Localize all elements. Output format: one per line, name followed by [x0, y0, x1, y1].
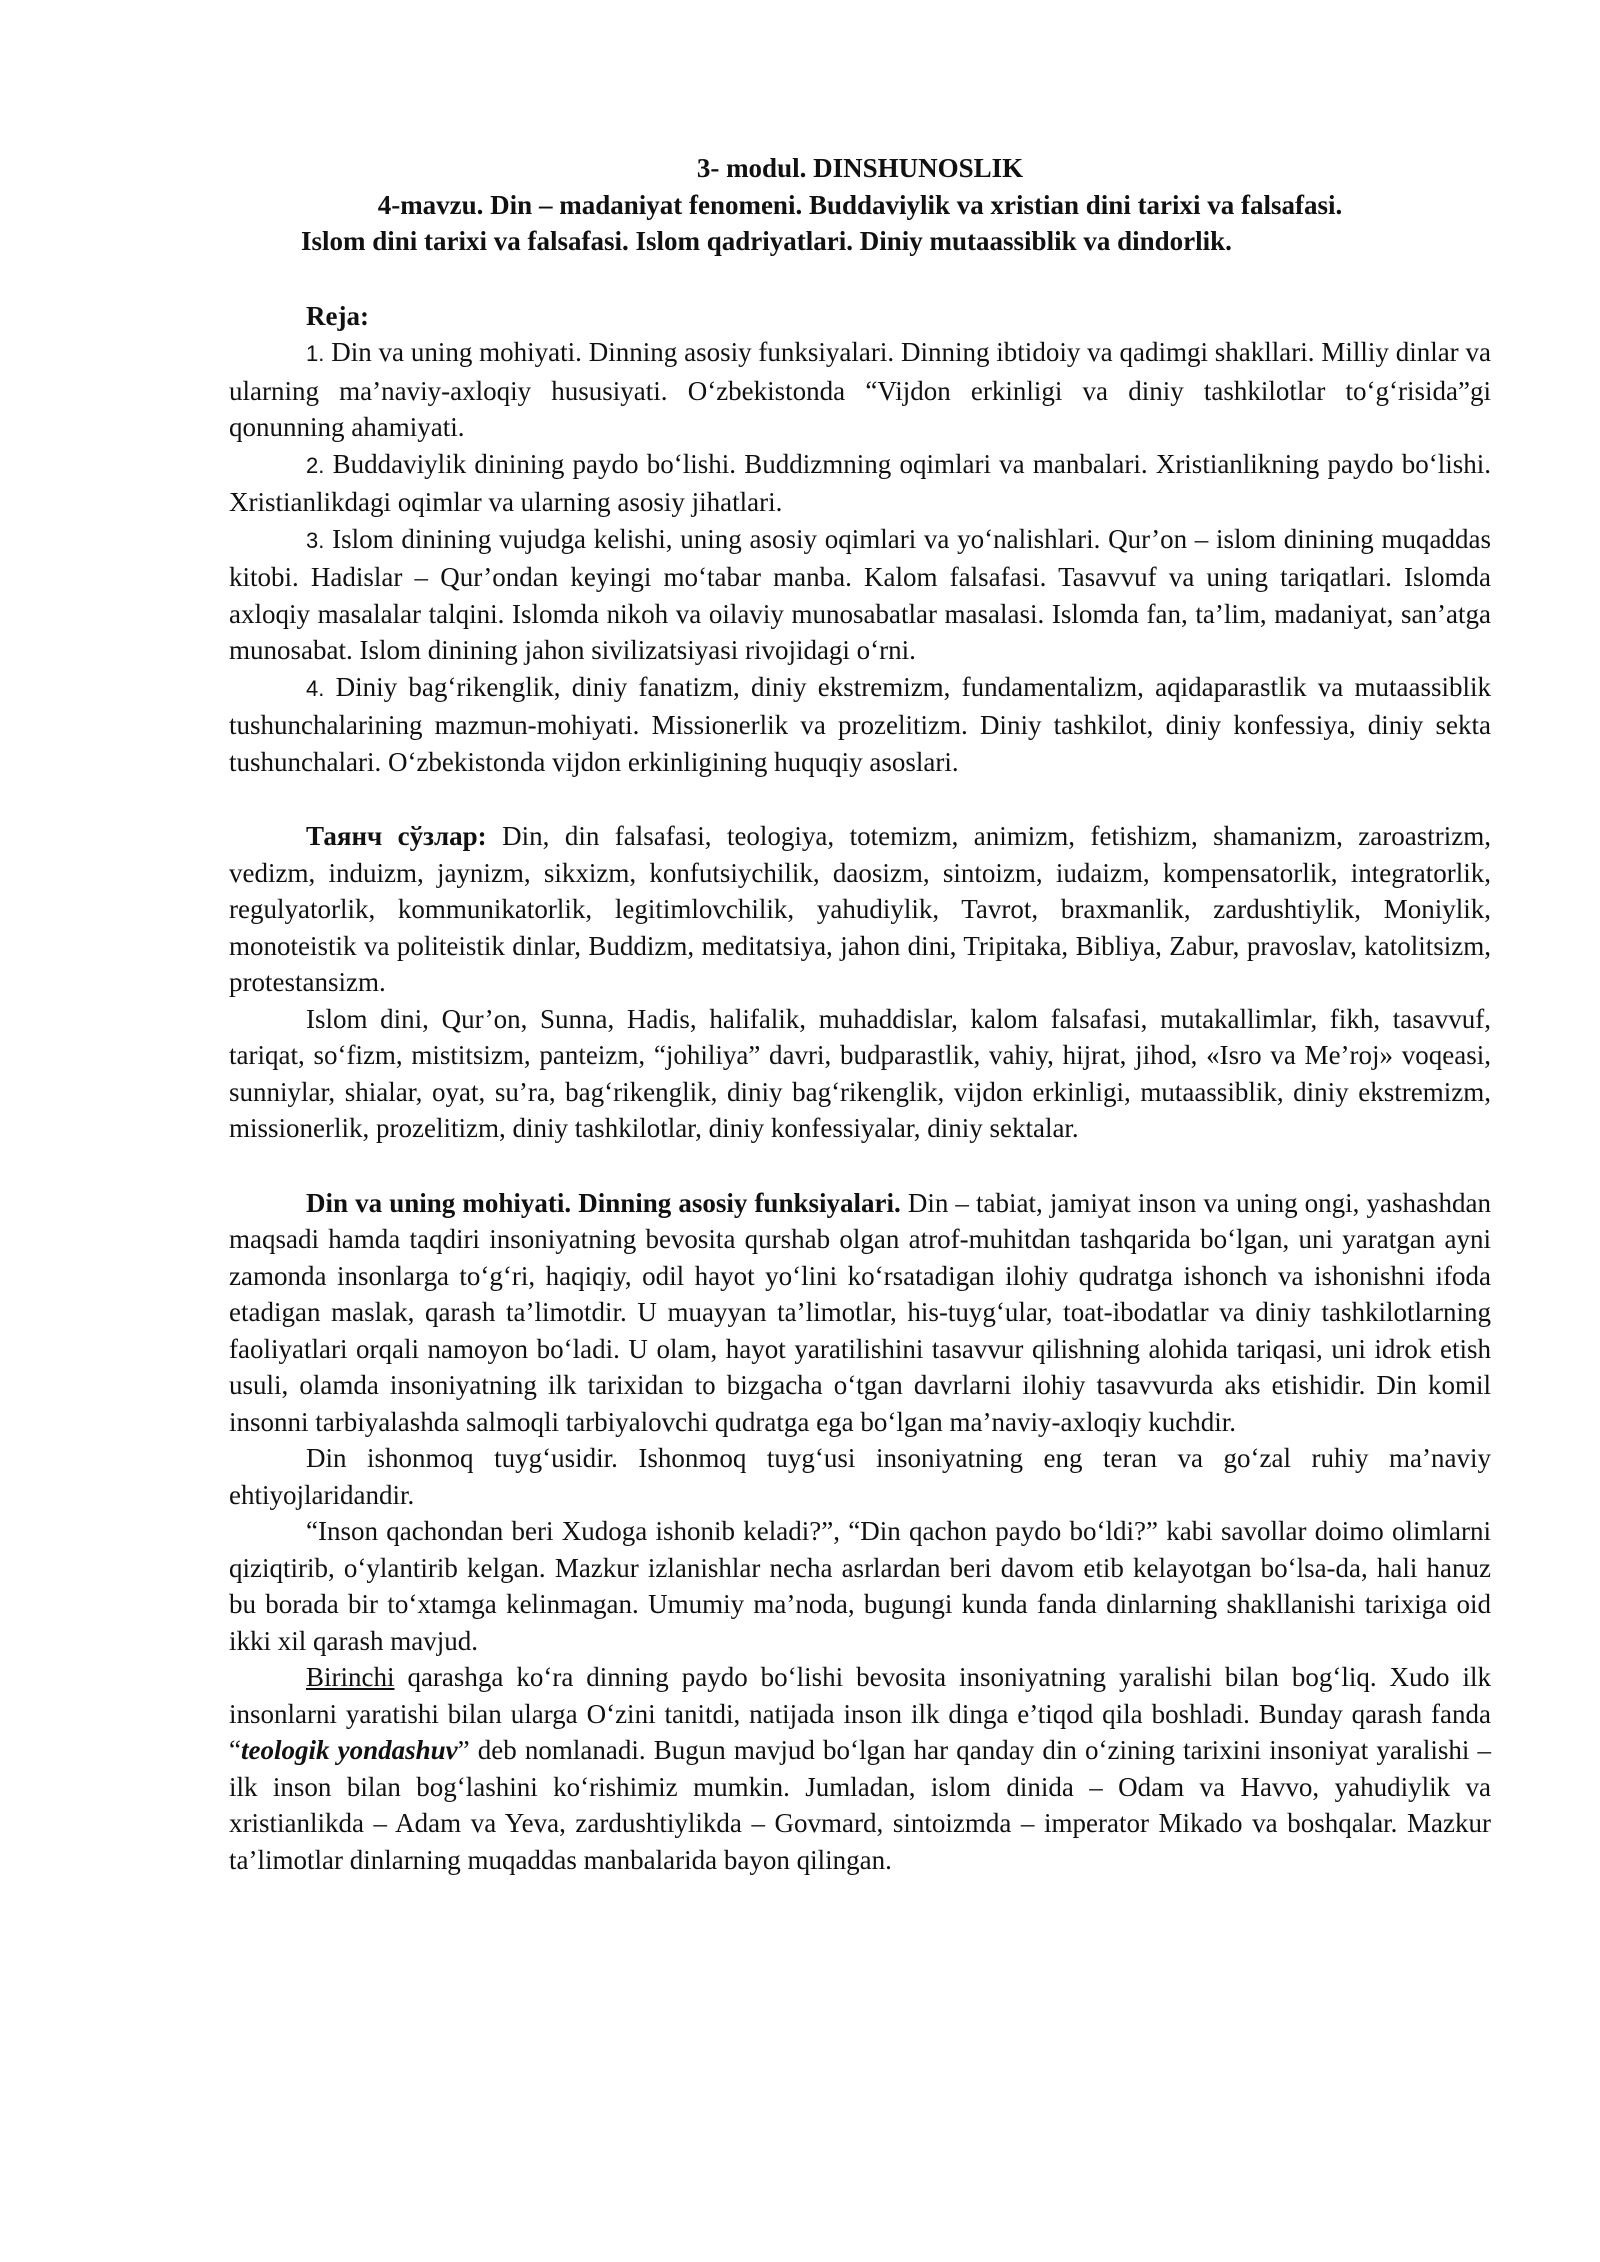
emphasized-term: teologik yondashuv — [240, 1735, 458, 1765]
section-paragraph-3: “Inson qachondan beri Xudoga ishonib keladi?”, “Din qachon paydo bo‘ldi?” kabi savollar doimo olimlarni qiziqtirib, o‘ylantirib kelgan. Mazkur izlanishlar necha asrlardan beri davom etib kelayotgan bo‘lsa-da, hali hanuz bu borada bir to‘xtamga kelinmagan. Umumiy ma’noda, bugungi kunda fanda dinlarning shakllanishi tarixiga oid ikki xil qarash mavjud. — [229, 1516, 1491, 1656]
plan-heading: Reja: — [306, 300, 369, 331]
keywords-paragraph-2: Islom dini, Qur’on, Sunna, Hadis, halifalik, muhaddislar, kalom falsafasi, mutakallimlar, fikh, tasavvuf, tariqat, so‘fizm, mistitsizm, panteizm, “johiliya” davri, budparastlik, vahiy, hijrat, jihod, «Isro va Me’roj» voqeasi, sunniylar, shialar, oyat, su’ra, bag‘rikenglik, diniy bag‘rikenglik, vijdon erkinligi, mutaassiblik, diniy ekstremizm, missionerlik, prozelitizm, diniy tashkilotlar, diniy konfessiyalar, diniy sektalar. — [229, 1003, 1491, 1143]
keywords-text: Din, din falsafasi, teologiya, totemizm, animizm, fetishizm, shamanizm, zaroastrizm, vedizm, induizm, jaynizm, sikxizm, konfutsiychilik, daosizm, sintoizm, iudaizm, kompensatorlik, integratorlik, regulyatorlik, kommunikatorlik, legitimlovchilik, yahudiylik, Tavrot, braxmanlik, zardushtiylik, Moniylik, monoteistik va politeistik dinlar, Buddizm, meditatsiya, jahon dini, Tripitaka, Bibliya, Zabur, pravoslav, katolitsizm, protestansizm. — [229, 821, 1491, 997]
keywords-label: Таянч сўзлар: — [306, 821, 487, 851]
underlined-term: Birinchi — [306, 1662, 395, 1692]
plan-item-text: Diniy bag‘rikenglik, diniy fanatizm, diniy ekstremizm, fundamentalizm, aqidaparastlik va mutaassiblik tushunchalarining mazmun-mohiyati. Missionerlik va prozelitizm. Diniy tashkilot, diniy konfessiya, diniy sekta tushunchalari. O‘zbekistonda vijdon erkinligining huquqiy asoslari. — [229, 671, 1491, 777]
spacer — [229, 1147, 1491, 1185]
plan-item-number: 4. — [306, 675, 325, 701]
plan-item-text: Islom dinining vujudga kelishi, uning asosiy oqimlari va yo‘nalishlari. Qur’on – islom dinining muqaddas kitobi. Hadislar – Qur’ondan keyingi mo‘tabar manba. Kalom falsafasi. Tasavvuf va uning tariqatlari. Islomda axloqiy masalalar talqini. Islomda nikoh va oilaviy munosabatlar masalasi. Islomda fan, ta’lim, madaniyat, san’atga munosabat. Islom dinining jahon sivilizatsiyasi rivojidagi o‘rni. — [229, 523, 1491, 665]
topic-title-line1: 4-mavzu. Din – madaniyat fenomeni. Buddaviylik va xristian dini tarixi va falsafasi. — [377, 189, 1343, 220]
plan-item-1 — [229, 334, 1491, 446]
plan-item-number: 3. — [306, 527, 325, 553]
module-title: 3- modul. DINSHUNOSLIK — [696, 153, 1024, 183]
section-text: qarashga ko‘ra dinning paydo bo‘lishi bevosita insoniyatning yaralishi bilan bog‘liq. Xudo ilk insonlarni yaratishi bilan ularga O‘zini tanitdi, natijada inson ilk dinga e’tiqod qila boshladi. Bunday qarash fanda “ — [229, 1662, 1491, 1765]
spacer — [229, 780, 1491, 818]
plan-item-text: Din va uning mohiyati. Dinning asosiy funksiyalari. Dinning ibtidoiy va qadimgi shakllari. Milliy dinlar va ularning ma’naviy-axloqiy hususiyati. O‘zbekistonda “Vijdon erkinligi va diniy tashkilotlar to‘g‘risida”gi qonunning ahamiyati. — [229, 337, 1491, 442]
plan-item-2 — [229, 446, 1491, 521]
plan-item-number: 2. — [306, 452, 325, 478]
document-page — [229, 150, 1491, 1878]
section-text: Din – tabiat, jamiyat inson va uning ongi, yashashdan maqsadi hamda taqdiri insoniyatning bevosita qurshab olgan atrof-muhitdan tashqarida bo‘lgan, uni yaratgan ayni zamonda insonlarga to‘g‘ri, haqiqiy, odil hayot yo‘lini ko‘rsatadigan ilohiy qudratga ishonch va ishonishni ifoda etadigan maslak, qarash ta’limotdir. U muayyan ta’limotlar, his-tuyg‘ular, toat-ibodatlar va diniy tashkilotlarning faoliyatlari orqali namoyon bo‘ladi. U olam, hayot yaratilishini tasavvur qilishning alohida tariqasi, uni idrok etish usuli, olamda insoniyatning ilk tarixidan to bizgacha o‘tgan davrlarni ilohiy tasavvurda aks etishidir. Din komil insonni tarbiyalashda salmoqli tarbiyalovchi qudratga ega bo‘lgan ma’naviy-axloqiy kuchdir. — [229, 1187, 1491, 1437]
plan-item-number: 1. — [306, 341, 325, 366]
plan-item-text: Buddaviylik dinining paydo bo‘lishi. Buddizmning oqimlari va manbalari. Xristianlikning paydo bo‘lishi. Xristianlikdagi oqimlar va ularning asosiy jihatlari. — [229, 448, 1491, 517]
spacer — [229, 260, 1491, 298]
plan-item-4 — [229, 669, 1491, 781]
section-text: ” deb nomlanadi. Bugun mavjud bo‘lgan har qanday din o‘zining tarixini insoniyat yaralishi – ilk inson bilan bog‘lashini ko‘rishimiz mumkin. Jumladan, islom dinida – Odam va Havvo, yahudiylik va xristianlikda – Adam va Yeva, zardushtiylikda – Govmard, sintoizmda – imperator Mikado va boshqalar. Mazkur ta’limotlar dinlarning muqaddas manbalarida bayon qilingan. — [229, 1735, 1491, 1875]
section-paragraph-2: Din ishonmoq tuyg‘usidir. Ishonmoq tuyg‘usi insoniyatning eng teran va go‘zal ruhiy ma’naviy ehtiyojlaridandir. — [229, 1443, 1491, 1510]
topic-title-line2: Islom dini tarixi va falsafasi. Islom qadriyatlari. Diniy mutaassiblik va dindorlik. — [301, 226, 1232, 256]
section-heading: Din va uning mohiyati. Dinning asosiy funksiyalari. — [306, 1187, 901, 1218]
section-paragraph-4 — [229, 1659, 1491, 1878]
keywords-paragraph — [229, 818, 1491, 1001]
section-paragraph-1 — [229, 1185, 1491, 1441]
plan-item-3 — [229, 521, 1491, 669]
